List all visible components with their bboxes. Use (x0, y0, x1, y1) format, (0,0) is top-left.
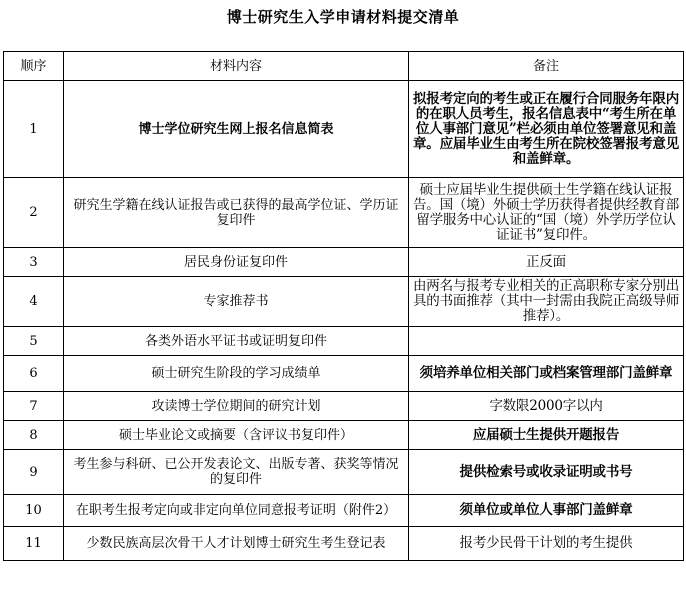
row-note: 硕士应届毕业生提供硕士生学籍在线认证报告。国（境）外硕士学历获得者提供经教育部留学服务中心认证的“国（境）外学历学位认证证书”复印件。 (409, 178, 684, 248)
row-seq: 11 (4, 527, 64, 561)
table-row (4, 421, 684, 450)
row-note: 字数限2000字以内 (409, 392, 684, 421)
materials-table (3, 51, 684, 561)
table-row (4, 178, 684, 248)
row-material: 居民身份证复印件 (64, 248, 409, 277)
row-material: 各类外语水平证书或证明复印件 (64, 327, 409, 356)
header-seq: 顺序 (4, 52, 64, 81)
table-body (4, 81, 684, 561)
row-note: 拟报考定向的考生或正在履行合同服务年限内的在职人员考生，报名信息表中“考生所在单位人事部门意见”栏必须由单位签署意见和盖章。应届毕业生由考生所在院校签署报考意见和盖鲜章。 (409, 81, 684, 178)
row-seq: 2 (4, 178, 64, 248)
row-note: 须培养单位相关部门或档案管理部门盖鲜章 (409, 356, 684, 392)
row-material: 在职考生报考定向或非定向单位同意报考证明（附件2） (64, 495, 409, 527)
row-seq: 6 (4, 356, 64, 392)
row-note (409, 327, 684, 356)
header-material: 材料内容 (64, 52, 409, 81)
table-row (4, 495, 684, 527)
row-seq: 1 (4, 81, 64, 178)
row-seq: 7 (4, 392, 64, 421)
row-material: 硕士研究生阶段的学习成绩单 (64, 356, 409, 392)
row-material: 研究生学籍在线认证报告或已获得的最高学位证、学历证复印件 (64, 178, 409, 248)
header-note: 备注 (409, 52, 684, 81)
row-note: 提供检索号或收录证明或书号 (409, 450, 684, 495)
row-seq: 8 (4, 421, 64, 450)
table-row (4, 356, 684, 392)
table-row (4, 450, 684, 495)
table-row (4, 248, 684, 277)
page-title: 博士研究生入学申请材料提交清单 (226, 8, 460, 26)
row-material: 少数民族高层次骨干人才计划博士研究生考生登记表 (64, 527, 409, 561)
row-seq: 3 (4, 248, 64, 277)
row-material: 专家推荐书 (64, 277, 409, 327)
row-seq: 4 (4, 277, 64, 327)
table-row (4, 327, 684, 356)
table-row (4, 277, 684, 327)
table-header-row (4, 52, 684, 81)
row-material: 考生参与科研、已公开发表论文、出版专著、获奖等情况的复印件 (64, 450, 409, 495)
row-material: 博士学位研究生网上报名信息简表 (64, 81, 409, 178)
table-row (4, 81, 684, 178)
table-row (4, 527, 684, 561)
row-note: 正反面 (409, 248, 684, 277)
row-seq: 10 (4, 495, 64, 527)
row-seq: 5 (4, 327, 64, 356)
table-row (4, 392, 684, 421)
row-note: 报考少民骨干计划的考生提供 (409, 527, 684, 561)
row-note: 应届硕士生提供开题报告 (409, 421, 684, 450)
row-seq: 9 (4, 450, 64, 495)
row-material: 攻读博士学位期间的研究计划 (64, 392, 409, 421)
row-note: 由两名与报考专业相关的正高职称专家分别出具的书面推荐（其中一封需由我院正高级导师推荐）。 (409, 277, 684, 327)
row-note: 须单位或单位人事部门盖鲜章 (409, 495, 684, 527)
row-material: 硕士毕业论文或摘要（含评议书复印件） (64, 421, 409, 450)
